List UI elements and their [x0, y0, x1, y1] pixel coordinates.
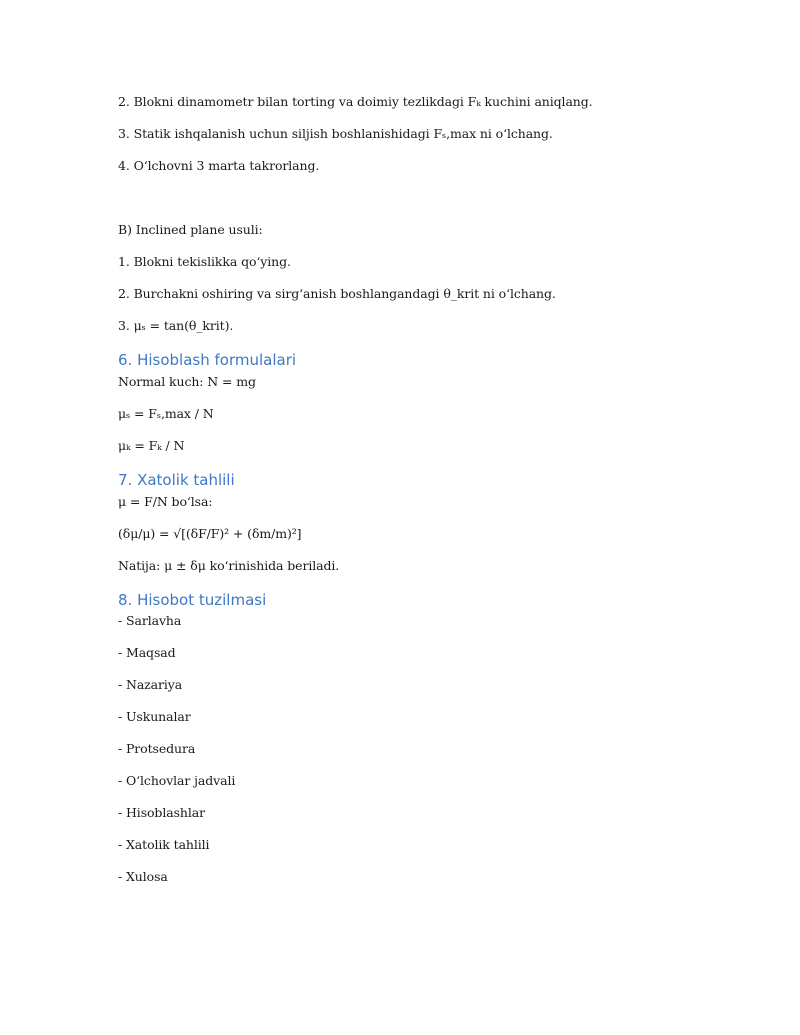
report-item-theory: - Nazariya	[118, 677, 183, 692]
step-2-pull-text: 2. Blokni dinamometr bilan torting va doimiy tezlikdagi Fₖ kuchini aniqlang.	[118, 94, 593, 109]
step-4-repeat-text: 4. Oʻlchovni 3 marta takrorlang.	[118, 158, 320, 173]
report-item-conclusion: - Xulosa	[118, 869, 168, 884]
method-b-step-2: 2. Burchakni oshiring va sirgʻanish boshlangandagi θ_krit ni oʻlchang.	[118, 286, 556, 301]
method-b-step-3: 3. μₛ = tan(θ_krit).	[118, 318, 234, 333]
report-item-equipment: - Uskunalar	[118, 709, 191, 724]
step-3-static-text: 3. Statik ishqalanish uchun siljish boshlanishidagi Fₛ,max ni oʻlchang.	[118, 126, 553, 141]
section-8-heading: 8. Hisobot tuzilmasi	[118, 591, 267, 609]
report-item-goal: - Maqsad	[118, 645, 176, 660]
normal-force-formula: Normal kuch: N = mg	[118, 374, 256, 389]
report-item-calculations: - Hisoblashlar	[118, 805, 205, 820]
method-b-step-1: 1. Blokni tekislikka qoʻying.	[118, 254, 291, 269]
report-item-title: - Sarlavha	[118, 613, 182, 628]
report-item-measurements-table: - Oʻlchovlar jadvali	[118, 773, 236, 788]
static-coefficient-formula: μₛ = Fₛ,max / N	[118, 406, 214, 421]
section-7-heading: 7. Xatolik tahlili	[118, 471, 235, 489]
error-propagation-formula: (δμ/μ) = √[(δF/F)² + (δm/m)²]	[118, 526, 302, 541]
report-item-procedure: - Protsedura	[118, 741, 196, 756]
section-6-heading: 6. Hisoblash formulalari	[118, 351, 297, 369]
report-item-error-analysis: - Xatolik tahlili	[118, 837, 210, 852]
method-b-title: B) Inclined plane usuli:	[118, 222, 263, 237]
kinetic-coefficient-formula: μₖ = Fₖ / N	[118, 438, 185, 453]
result-format-text: Natija: μ ± δμ koʻrinishida beriladi.	[118, 558, 340, 573]
error-intro-text: μ = F/N boʻlsa:	[118, 494, 213, 509]
